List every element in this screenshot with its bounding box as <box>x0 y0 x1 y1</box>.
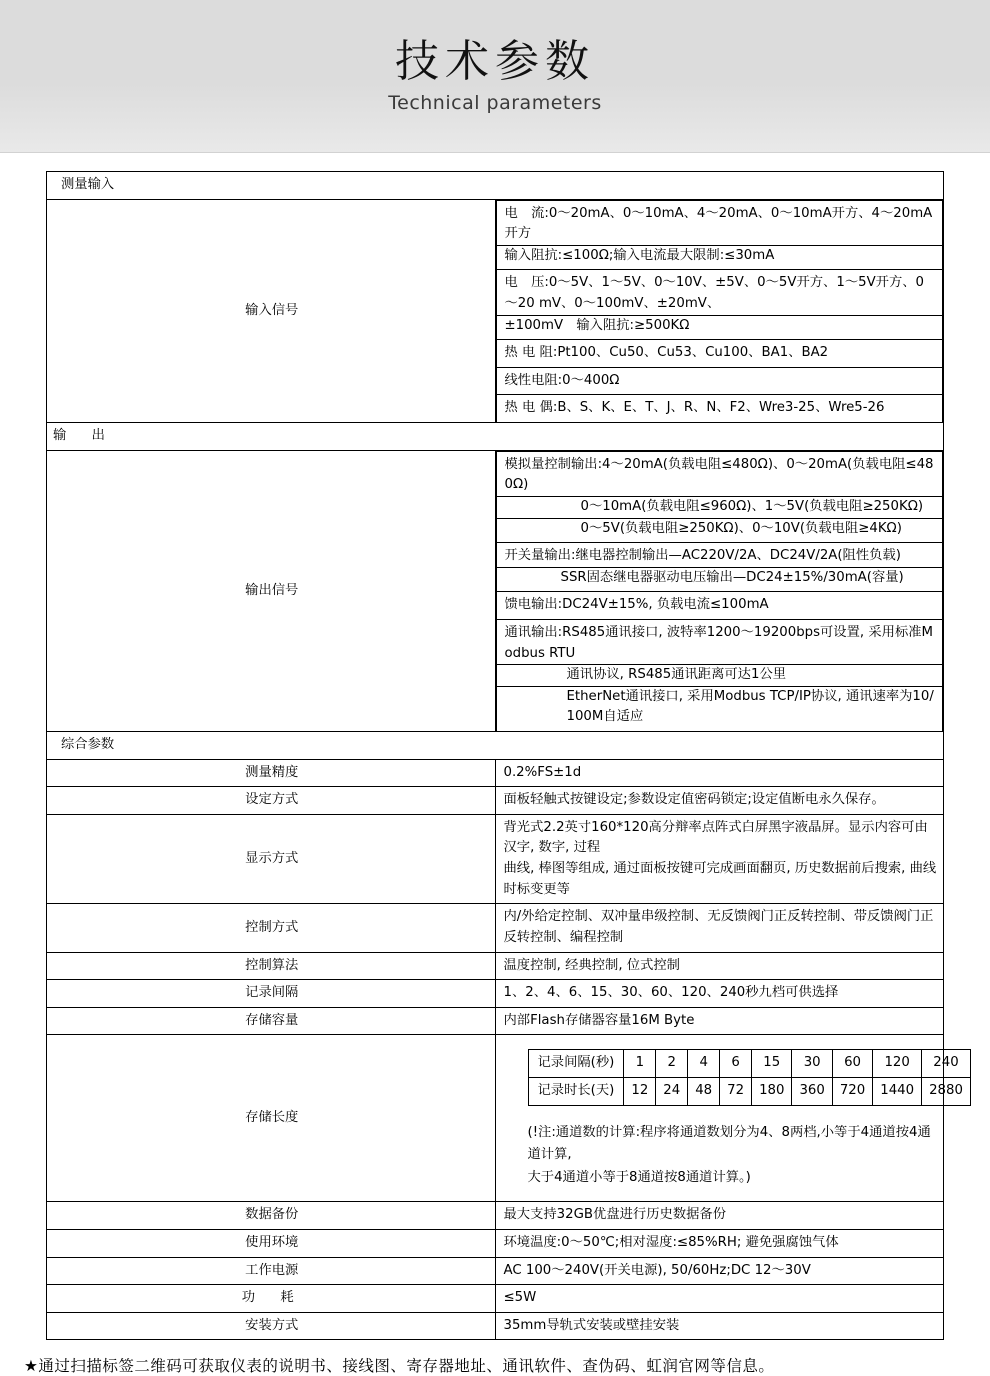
storage-note <box>528 1122 944 1190</box>
section-header-output: 输 出 <box>47 423 944 451</box>
row-value-power-supply: AC 100～240V(开关电源), 50/60Hz;DC 12～30V <box>495 1257 944 1285</box>
list-item <box>496 567 943 592</box>
table-row-power-consumption <box>47 1285 944 1313</box>
row-label-input-signal: 输入信号 <box>47 199 496 422</box>
section-header-measure-input: 测量输入 <box>47 172 944 200</box>
spec-table-wrapper <box>0 153 990 1340</box>
table-row-display-mode <box>47 814 944 903</box>
table-row-control-algorithm <box>47 952 944 980</box>
storage-duration-cell: 360 <box>792 1077 832 1105</box>
output-analog-line-1: 模拟量控制输出:4～20mA(负载电阻≤480Ω)、0～20mA(负载电阻≤480Ω) <box>496 451 943 496</box>
input-voltage-line-2: ±100mV 输入阻抗:≥500KΩ <box>496 315 943 340</box>
list-item <box>496 451 943 496</box>
row-label-environment: 使用环境 <box>47 1229 496 1257</box>
table-row-environment <box>47 1229 944 1257</box>
table-row-storage-capacity <box>47 1007 944 1035</box>
row-label-data-backup: 数据备份 <box>47 1202 496 1230</box>
row-value-output-signal <box>495 450 944 731</box>
row-value-data-backup: 最大支持32GB优盘进行历史数据备份 <box>495 1202 944 1230</box>
section-header-general: 综合参数 <box>47 732 944 760</box>
display-mode-line-2: 曲线, 棒图等组成, 通过面板按键可完成画面翻页, 历史数据前后搜索, 曲线时标变更等 <box>503 861 937 897</box>
row-label-accuracy: 测量精度 <box>47 759 496 787</box>
list-item <box>496 340 943 368</box>
table-row-data-backup <box>47 1202 944 1230</box>
storage-duration-cell: 2880 <box>922 1077 971 1105</box>
input-signal-subtable <box>496 200 944 422</box>
table-row <box>528 1050 970 1078</box>
input-current-line-1: 电 流:0～20mA、0～10mA、4～20mA、0～10mA开方、4～20mA开方 <box>496 200 943 245</box>
row-value-record-interval: 1、2、4、6、15、30、60、120、240秒九档可供选择 <box>495 980 944 1008</box>
table-row-section-measure-input <box>47 172 944 200</box>
list-item <box>496 496 943 518</box>
output-comm-line-2: 通讯协议, RS485通讯距离可达1公里 <box>496 665 943 687</box>
row-label-power-supply: 工作电源 <box>47 1257 496 1285</box>
storage-row-header-duration: 记录时长(天) <box>528 1077 624 1105</box>
table-row-install-mode <box>47 1312 944 1340</box>
output-feed: 馈电输出:DC24V±15%, 负载电流≤100mA <box>496 592 943 620</box>
table-row-power-supply <box>47 1257 944 1285</box>
table-row-accuracy <box>47 759 944 787</box>
list-item <box>496 686 943 731</box>
list-item <box>496 245 943 270</box>
row-label-display-mode: 显示方式 <box>47 814 496 903</box>
row-value-install-mode: 35mm导轨式安装或壁挂安装 <box>495 1312 944 1340</box>
table-row-storage-length <box>47 1035 944 1202</box>
table-row-record-interval <box>47 980 944 1008</box>
list-item <box>496 200 943 245</box>
table-row-setting-mode <box>47 787 944 815</box>
row-value-power-consumption: ≤5W <box>495 1285 944 1313</box>
storage-interval-cell: 2 <box>656 1050 688 1078</box>
storage-interval-cell: 4 <box>688 1050 720 1078</box>
output-signal-subtable <box>496 451 944 731</box>
storage-interval-cell: 1 <box>624 1050 656 1078</box>
page-title: 技术参数 <box>395 35 595 87</box>
row-label-record-interval: 记录间隔 <box>47 980 496 1008</box>
list-item <box>496 619 943 664</box>
input-thermocouple: 热 电 偶:B、S、K、E、T、J、R、N、F2、Wre3-25、Wre5-26 <box>496 395 943 422</box>
storage-interval-cell: 30 <box>792 1050 832 1078</box>
output-analog-line-3: 0～5V(负载电阻≥250KΩ)、0～10V(负载电阻≥4KΩ) <box>496 518 943 543</box>
storage-interval-cell: 240 <box>922 1050 971 1078</box>
row-value-environment: 环境温度:0～50℃;相对湿度:≤85%RH; 避免强腐蚀气体 <box>495 1229 944 1257</box>
storage-duration-cell: 1440 <box>873 1077 922 1105</box>
list-item <box>496 543 943 568</box>
storage-interval-cell: 6 <box>720 1050 752 1078</box>
row-label-output-signal: 输出信号 <box>47 450 496 731</box>
list-item <box>496 315 943 340</box>
storage-interval-cell: 15 <box>752 1050 792 1078</box>
row-label-storage-capacity: 存储容量 <box>47 1007 496 1035</box>
list-item <box>496 367 943 395</box>
display-mode-line-1: 背光式2.2英寸160*120高分辩率点阵式白屏黑字液晶屏。显示内容可由汉字, 数字, 过程 <box>503 819 928 856</box>
table-row-section-output <box>47 423 944 451</box>
row-value-control-mode: 内/外给定控制、双冲量串级控制、无反馈阀门正反转控制、带反馈阀门正反转控制、编程控制 <box>495 904 944 952</box>
page-header <box>0 0 990 153</box>
list-item <box>496 665 943 687</box>
input-rtd: 热 电 阻:Pt100、Cu50、Cu53、Cu100、BA1、BA2 <box>496 340 943 368</box>
table-row <box>528 1077 970 1105</box>
storage-duration-cell: 180 <box>752 1077 792 1105</box>
row-label-install-mode: 安装方式 <box>47 1312 496 1340</box>
technical-parameters-table <box>46 171 963 1340</box>
storage-note-line-1: (!注:通道数的计算:程序将通道数划分为4、8两档,小等于4通道按4通道计算, <box>527 1124 931 1163</box>
input-voltage-line-1: 电 压:0～5V、1～5V、0～10V、±5V、0～5V开方、1～5V开方、0～20 mV、0～100mV、±20mV、 <box>496 270 943 315</box>
row-value-display-mode <box>495 814 944 903</box>
row-value-control-algorithm: 温度控制, 经典控制, 位式控制 <box>495 952 944 980</box>
storage-duration-cell: 48 <box>688 1077 720 1105</box>
row-value-accuracy: 0.2%FS±1d <box>495 759 944 787</box>
row-value-storage-capacity: 内部Flash存储器容量16M Byte <box>495 1007 944 1035</box>
row-label-control-algorithm: 控制算法 <box>47 952 496 980</box>
input-linear-resistance: 线性电阻:0～400Ω <box>496 367 943 395</box>
page-subtitle: Technical parameters <box>388 92 602 115</box>
output-switch-line-2: SSR固态继电器驱动电压输出—DC24±15%/30mA(容量) <box>496 567 943 592</box>
row-value-setting-mode: 面板轻触式按键设定;参数设定值密码锁定;设定值断电永久保存。 <box>495 787 944 815</box>
row-label-power-consumption: 功 耗 <box>47 1285 496 1313</box>
table-row-control-mode <box>47 904 944 952</box>
storage-duration-cell: 12 <box>624 1077 656 1105</box>
row-value-input-signal <box>495 199 944 422</box>
table-row-input-signal <box>47 199 944 422</box>
list-item <box>496 395 943 422</box>
row-label-control-mode: 控制方式 <box>47 904 496 952</box>
storage-duration-cell: 720 <box>832 1077 872 1105</box>
list-item <box>496 270 943 315</box>
storage-duration-table <box>528 1049 971 1105</box>
input-current-line-2: 输入阻抗:≤100Ω;输入电流最大限制:≤30mA <box>496 245 943 270</box>
output-switch-line-1: 开关量输出:继电器控制输出—AC220V/2A、DC24V/2A(阻性负载) <box>496 543 943 568</box>
list-item <box>496 592 943 620</box>
storage-note-line-2: 大于4通道小等于8通道按8通道计算。) <box>527 1169 751 1185</box>
row-label-storage-length: 存储长度 <box>47 1035 496 1202</box>
table-row-section-general <box>47 732 944 760</box>
footer-note: ★通过扫描标签二维码可获取仪表的说明书、接线图、寄存器地址、通讯软件、查伪码、虹润官网等信息。 <box>24 1357 775 1376</box>
output-comm-line-1: 通讯输出:RS485通讯接口, 波特率1200～19200bps可设置, 采用标准Modbus RTU <box>496 619 943 664</box>
row-label-setting-mode: 设定方式 <box>47 787 496 815</box>
storage-row-header-interval: 记录间隔(秒) <box>528 1050 624 1078</box>
storage-duration-cell: 72 <box>720 1077 752 1105</box>
list-item <box>496 518 943 543</box>
row-value-storage-length <box>495 1035 963 1202</box>
output-analog-line-2: 0～10mA(负载电阻≤960Ω)、1～5V(负载电阻≥250KΩ) <box>496 496 943 518</box>
storage-interval-cell: 60 <box>832 1050 872 1078</box>
storage-interval-cell: 120 <box>873 1050 922 1078</box>
storage-duration-cell: 24 <box>656 1077 688 1105</box>
output-comm-line-3: EtherNet通讯接口, 采用Modbus TCP/IP协议, 通讯速率为10/100M自适应 <box>496 686 943 731</box>
table-row-output-signal <box>47 450 944 731</box>
